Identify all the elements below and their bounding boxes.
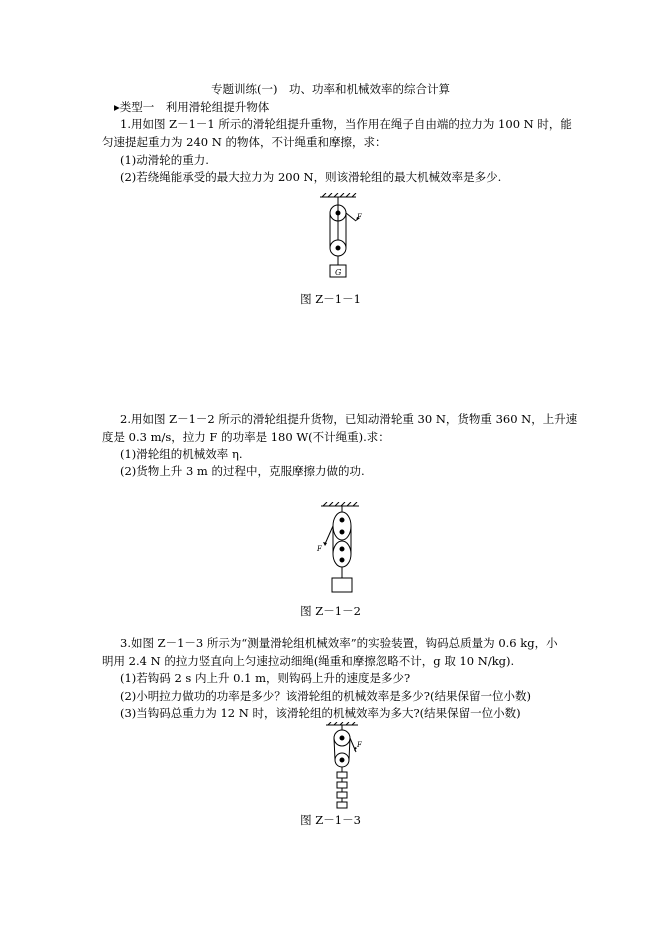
weight-label: G bbox=[335, 268, 342, 277]
section-heading-type1: ▸类型一 利用滑轮组提升物体 bbox=[114, 100, 270, 114]
hook-weight bbox=[337, 782, 347, 788]
ceiling-hatch bbox=[323, 502, 357, 506]
figure-caption-1: 图 Z－1－1 bbox=[300, 292, 361, 306]
pulley-figure-1 bbox=[310, 193, 370, 283]
fixed-pulley-block bbox=[333, 512, 351, 540]
q3-part3: (3)当钩码总重力为 12 N 时，该滑轮组的机械效率为多大?(结果保留一位小数) bbox=[120, 706, 521, 720]
pull-rope bbox=[350, 738, 356, 752]
hook-weight bbox=[337, 772, 347, 778]
q1-part1: (1)动滑轮的重力. bbox=[120, 153, 209, 167]
q3-part1: (1)若钩码 2 s 内上升 0.1 m，则钩码上升的速度是多少? bbox=[120, 671, 411, 685]
hook-weight bbox=[337, 792, 347, 798]
q2-part1: (1)滑轮组的机械效率 η. bbox=[120, 447, 243, 461]
q3-stem-line2: 明用 2.4 N 的拉力竖直向上匀速拉动细绳(绳重和摩擦忽略不计，g 取 10 N/kg). bbox=[102, 654, 515, 668]
force-label: F bbox=[357, 741, 362, 749]
movable-pulley-block bbox=[333, 541, 351, 567]
figure-caption-3: 图 Z－1－3 bbox=[300, 813, 361, 827]
q1-stem-line1: 1.用如图 Z－1－1 所示的滑轮组提升重物，当作用在绳子自由端的拉力为 100 N 时，能 bbox=[120, 117, 572, 131]
pull-rope bbox=[346, 213, 356, 221]
arrow-icon bbox=[323, 542, 327, 546]
q2-stem-line1: 2.用如图 Z－1－2 所示的滑轮组提升货物，已知动滑轮重 30 N，货物重 360 N，上升速 bbox=[120, 412, 578, 426]
hook-weight bbox=[337, 802, 347, 808]
ceiling-hatch bbox=[322, 193, 356, 197]
q2-stem-line2: 度是 0.3 m/s，拉力 F 的功率是 180 W(不计绳重).求： bbox=[102, 430, 390, 444]
q1-stem-line2: 匀速提起重力为 240 N 的物体，不计绳重和摩擦，求： bbox=[102, 135, 387, 149]
cargo-block bbox=[332, 578, 352, 592]
page-title: 专题训练(一) 功、功率和机械效率的综合计算 bbox=[211, 82, 450, 96]
force-label: F bbox=[357, 213, 362, 221]
pulley-figure-3 bbox=[318, 722, 368, 812]
figure-caption-2: 图 Z－1－2 bbox=[300, 604, 361, 618]
q1-part2: (2)若绕绳能承受的最大拉力为 200 N，则该滑轮组的最大机械效率是多少. bbox=[120, 170, 502, 184]
q3-stem-line1: 3.如图 Z－1－3 所示为“测量滑轮组机械效率”的实验装置，钩码总质量为 0.6 kg，小 bbox=[120, 636, 558, 650]
force-label: F bbox=[317, 545, 322, 553]
q3-part2: (2)小明拉力做功的功率是多少？该滑轮组的机械效率是多少?(结果保留一位小数) bbox=[120, 689, 531, 703]
pull-rope bbox=[325, 526, 333, 544]
q2-part2: (2)货物上升 3 m 的过程中，克服摩擦力做的功. bbox=[120, 464, 365, 478]
pulley-figure-2 bbox=[315, 502, 365, 597]
